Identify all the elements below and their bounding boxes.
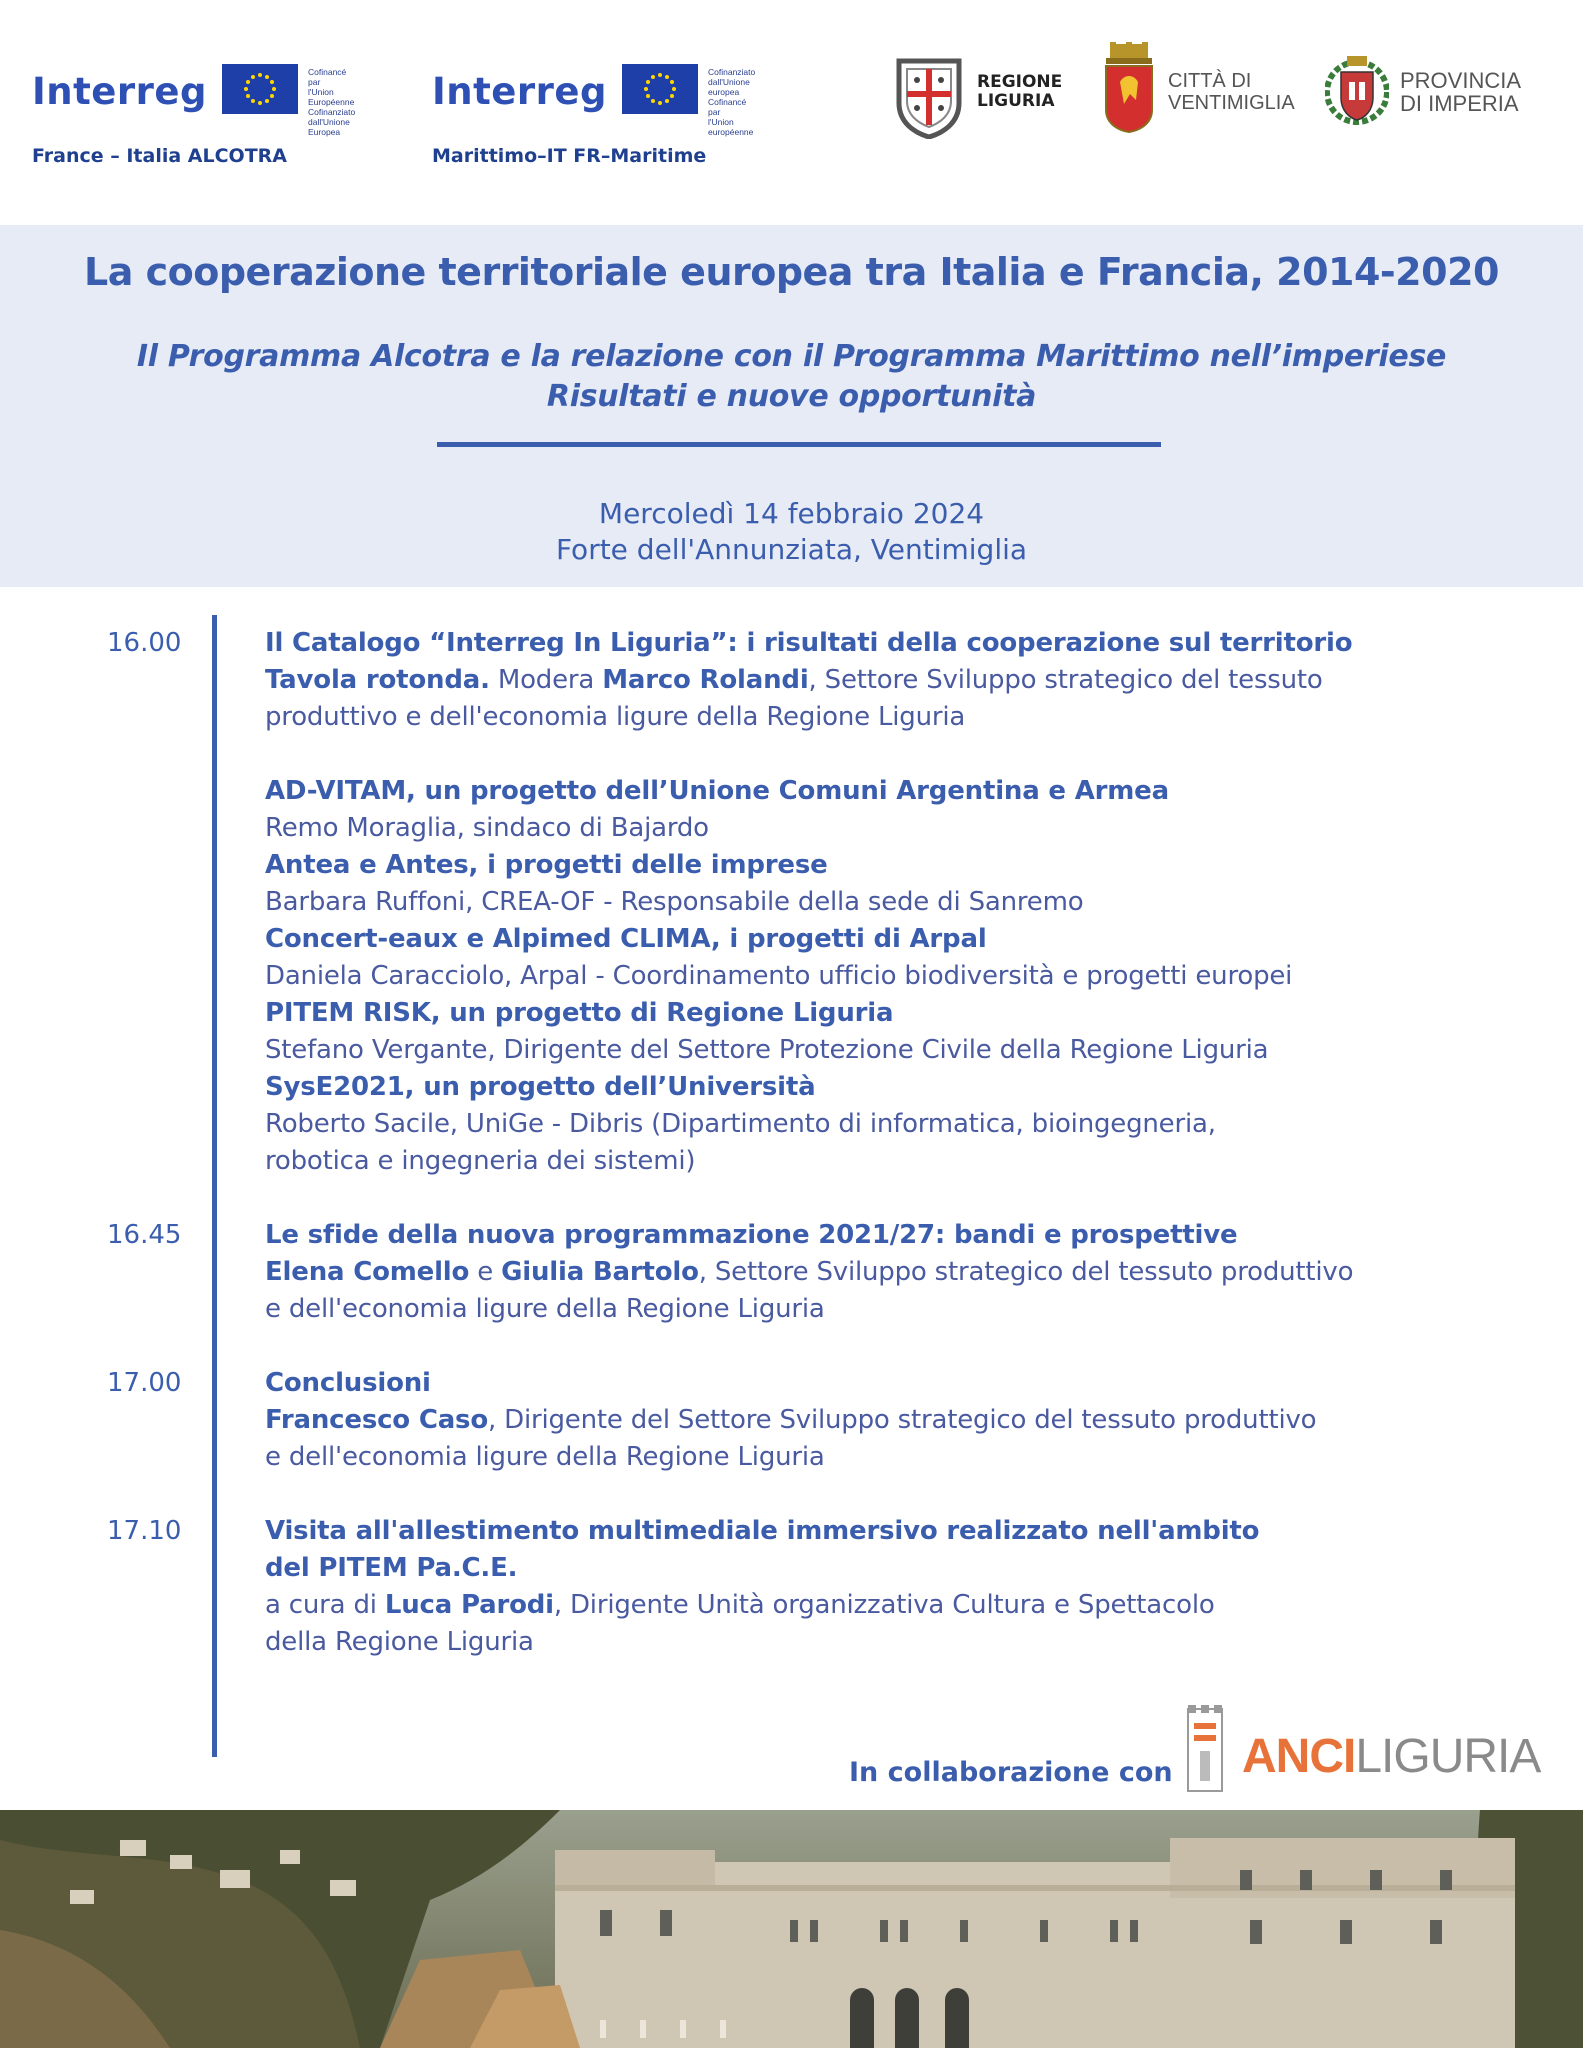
session-title: Conclusioni bbox=[265, 1368, 431, 1398]
session-title-cont: del PITEM Pa.C.E. bbox=[265, 1553, 518, 1583]
project-speaker-cont: robotica e ingegneria dei sistemi) bbox=[265, 1146, 696, 1176]
forte-annunziata-photo bbox=[0, 1810, 1583, 2048]
project-title: Antea e Antes, i progetti delle imprese bbox=[265, 850, 828, 880]
regione-liguria-shield-icon bbox=[895, 57, 963, 144]
provincia-imperia-text: PROVINCIA DI IMPERIA bbox=[1400, 68, 1522, 116]
project-title: Concert-eaux e Alpimed CLIMA, i progetti di Arpal bbox=[265, 924, 987, 954]
project-speaker: Barbara Ruffoni, CREA-OF - Responsabile della sede di Sanremo bbox=[265, 887, 1084, 917]
header-divider bbox=[437, 442, 1161, 447]
session-speakers: a cura di Luca Parodi, Dirigente Unità organizzativa Cultura e Spettacolo bbox=[265, 1590, 1215, 1620]
project-speaker: Daniela Caracciolo, Arpal - Coordinamento ufficio biodiversità e progetti europei bbox=[265, 961, 1293, 991]
session-time: 17.00 bbox=[107, 1368, 182, 1398]
project-speaker: Stefano Vergante, Dirigente del Settore Protezione Civile della Regione Liguria bbox=[265, 1035, 1269, 1065]
project-speaker: Roberto Sacile, UniGe - Dibris (Dipartimento di informatica, bioingegneria, bbox=[265, 1109, 1216, 1139]
session-moderator: Tavola rotonda. Modera Marco Rolandi, Settore Sviluppo strategico del tessuto bbox=[265, 665, 1323, 695]
cofinancing-text: Cofinancé par l'Union Européenne Cofinanziato dall'Unione Europea bbox=[308, 67, 356, 137]
project-speaker: Remo Moraglia, sindaco di Bajardo bbox=[265, 813, 709, 843]
event-date: Mercoledì 14 febbraio 2024 bbox=[598, 497, 985, 530]
regione-liguria-text: REGIONE LIGURIA bbox=[977, 72, 1063, 111]
citta-ventimiglia-logo bbox=[1100, 42, 1295, 139]
program-name: Marittimo–IT FR–Maritime bbox=[432, 145, 707, 167]
collaboration-label: In collaborazione con bbox=[849, 1757, 1173, 1788]
session-moderator-role: produttivo e dell'economia ligure della Regione Liguria bbox=[265, 702, 966, 732]
project-title: AD-VITAM, un progetto dell’Unione Comuni Argentina e Armea bbox=[265, 776, 1169, 806]
ventimiglia-crest-icon bbox=[1100, 42, 1158, 139]
project-title: SysE2021, un progetto dell’Università bbox=[265, 1072, 816, 1102]
session-title: Il Catalogo “Interreg In Liguria”: i risultati della cooperazione sul territorio bbox=[265, 628, 1353, 658]
logo-bar bbox=[0, 0, 1583, 225]
interreg-wordmark: Interreg bbox=[32, 70, 207, 113]
event-title: La cooperazione territoriale europea tra Italia e Francia, 2014-2020 bbox=[84, 250, 1499, 294]
anci-liguria-wordmark: ANCILIGURIA bbox=[1242, 1730, 1541, 1783]
session-time: 16.45 bbox=[107, 1220, 182, 1250]
project-title: PITEM RISK, un progetto di Regione Liguria bbox=[265, 998, 894, 1028]
session-speakers: Francesco Caso, Dirigente del Settore Sviluppo strategico del tessuto produttivo bbox=[265, 1405, 1317, 1435]
anci-liguria-logo bbox=[1180, 1705, 1541, 1800]
eu-flag-icon bbox=[622, 64, 698, 114]
timeline-rule bbox=[212, 615, 217, 1757]
session-speakers: Elena Comello e Giulia Bartolo, Settore Sviluppo strategico del tessuto produttivo bbox=[265, 1257, 1354, 1287]
session-speakers-role: e dell'economia ligure della Regione Liguria bbox=[265, 1442, 825, 1472]
program-name: France – Italia ALCOTRA bbox=[32, 145, 287, 167]
imperia-crest-icon bbox=[1325, 52, 1389, 137]
header-band bbox=[0, 225, 1583, 587]
cofinancing-text: Cofinanziato dall'Unione europea Cofinancé par l'Union européenne bbox=[708, 67, 756, 137]
event-location: Forte dell'Annunziata, Ventimiglia bbox=[555, 533, 1028, 566]
interreg-wordmark: Interreg bbox=[432, 70, 607, 113]
anci-tower-icon bbox=[1180, 1705, 1230, 1800]
regione-liguria-logo bbox=[895, 57, 1063, 144]
session-title: Visita all'allestimento multimediale immersivo realizzato nell'ambito bbox=[265, 1516, 1260, 1546]
session-speakers-role: e dell'economia ligure della Regione Liguria bbox=[265, 1294, 825, 1324]
citta-ventimiglia-text: CITTÀ DI VENTIMIGLIA bbox=[1168, 70, 1295, 114]
event-subtitle-line2: Risultati e nuove opportunità bbox=[546, 379, 1037, 414]
provincia-imperia-logo bbox=[1325, 52, 1522, 137]
session-title: Le sfide della nuova programmazione 2021/27: bandi e prospettive bbox=[265, 1220, 1238, 1250]
session-time: 16.00 bbox=[107, 628, 182, 658]
eu-flag-icon bbox=[222, 64, 298, 114]
session-time: 17.10 bbox=[107, 1516, 182, 1546]
event-subtitle-line1: Il Programma Alcotra e la relazione con il Programma Marittimo nell’imperiese bbox=[136, 339, 1447, 374]
session-speakers-role: della Regione Liguria bbox=[265, 1627, 534, 1657]
